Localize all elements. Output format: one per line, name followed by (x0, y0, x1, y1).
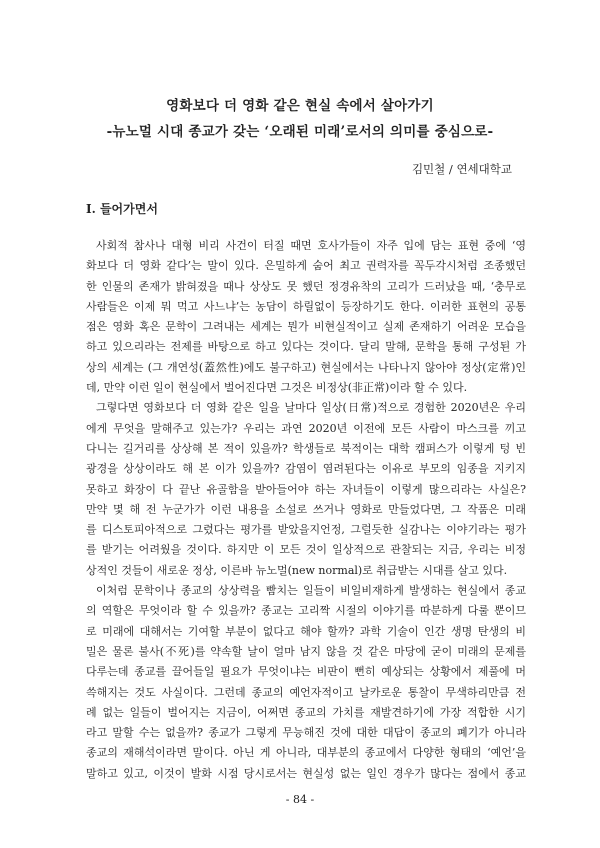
title-subtitle: -뉴노멀 시대 종교가 갖는 ‘오래된 미래’로서의 의미를 중심으로- (106, 124, 494, 140)
text-line: 광경을 상상이라도 해 본 이가 있을까? 감염이 염려된다는 이유로 부모의 임종을 지키지 (86, 462, 526, 476)
text-line: 사람들은 이제 뭐 먹고 사느냐’는 농담이 하릴없이 등장하기도 한다. 이러한 표현의 공통 (86, 299, 526, 313)
text-line: 에게 무엇을 말해주고 있는가? 우리는 과연 2020년 이전에 모든 사람이 마스크를 끼고 (86, 421, 526, 435)
title-main: 영화보다 더 영화 같은 현실 속에서 살아가기 (166, 98, 434, 114)
text-line: 다루는데 종교를 끌어들일 필요가 무엇이냐는 비판이 뻔히 예상되는 상황에서 제풀에 머 (86, 665, 526, 679)
text-line: 밀은 물론 불사(不死)를 약속할 날이 얼마 남지 않을 것 같은 마당에 굳이 미래의 문제를 (86, 644, 526, 658)
page-number: - 84 - (285, 793, 315, 806)
paragraph-1 (86, 236, 526, 398)
body-text (86, 236, 526, 784)
text-line: 종교의 재해석이라면 말이다. 아닌 게 아니라, 대부분의 종교에서 다양한 형태의 ‘예언’을 (86, 746, 526, 760)
text-line: 이처럼 문학이나 종교의 상상력을 빰치는 일들이 비일비재하게 발생하는 현실에서 종교 (96, 584, 526, 598)
text-line: 그렇다면 영화보다 더 영화 같은 일을 날마다 일상(日常)적으로 경험한 2020년은 우리 (96, 401, 526, 415)
text-line: 라고 말할 수는 없을까? 종교가 그렇게 무능해진 것에 대한 대답이 종교의 폐기가 아니라 (86, 726, 526, 740)
text-line: 못하고 화장이 다 끝난 유골함을 받아들어야 하는 자녀들이 이렇게 많으리라는 사실은? (86, 482, 526, 496)
text-line: 를 받기는 어려웠을 것이다. 하지만 이 모든 것이 일상적으로 관찰되는 지금, 우리는 비정 (86, 543, 526, 557)
author-affiliation: 김민철 / 연세대학교 (411, 162, 512, 176)
text-line: 점은 영화 혹은 문학이 그려내는 세계는 뭔가 비현실적이고 실제 존재하기 어려운 모습을 (86, 320, 526, 334)
text-line: 다니는 길거리를 상상해 본 적이 있을까? 학생들로 북적이는 대학 캠퍼스가 이렇게 텅 빈 (86, 441, 526, 455)
text-line: 상의 세계는 (그 개연성(蓋然性)에도 불구하고) 현실에서는 나타나지 않아야 정상(定常)인 (86, 360, 526, 374)
text-line: 의 역할은 무엇이라 할 수 있을까? 종교는 고리짝 시절의 이야기를 따분하게 다룰 뿐이므 (86, 604, 526, 618)
text-line: 를 디스토피아적으로 그렸다는 평가를 받았을지언정, 그럴듯한 실감나는 이야기라는 평가 (86, 523, 526, 537)
text-line: 말하고 있고, 이것이 발화 시점 당시로서는 현실성 없는 일인 경우가 많다는 점에서 종교 (86, 766, 526, 780)
text-line: 로 미래에 대해서는 기여할 부분이 없다고 해야 할까? 과학 기술이 인간 생명 탄생의 비 (86, 624, 526, 638)
text-line: 만약 몇 해 전 누군가가 이런 내용을 소설로 쓰거나 영화로 만들었다면, 그 작품은 미래 (86, 502, 526, 516)
title-block (0, 93, 600, 145)
text-line: 하고 있으리라는 전제를 바탕으로 하고 있다는 것이다. 달리 말해, 문학을 통해 구성된 가 (86, 340, 526, 354)
text-line: 쓱해지는 것도 사실이다. 그런데 종교의 예언자적이고 날카로운 통찰이 무색하리만큼 전 (86, 685, 526, 699)
text-line: 례 없는 일들이 벌어지는 지금이, 어쩌면 종교의 가치를 재발견하기에 가장 적합한 시기 (86, 705, 526, 719)
paragraph-2 (86, 398, 526, 581)
text-line: 상적인 것들이 새로운 정상, 이른바 뉴노멀(new normal)로 취급받는 시대를 살고 있다. (86, 563, 508, 577)
text-line: 데, 만약 이런 일이 현실에서 벌어진다면 그것은 비정상(非正常)이라 할 수 있다. (86, 381, 468, 395)
text-line: 한 인물의 존재가 밝혀졌을 때나 상상도 못 했던 정경유착의 고리가 드러났을 때, ‘충무로 (86, 279, 526, 293)
text-line: 사회적 참사나 대형 비리 사건이 터질 때면 호사가들이 자주 입에 담는 표현 중에 ‘영 (96, 239, 526, 252)
section-heading: I. 들어가면서 (86, 202, 158, 216)
text-line: 화보다 더 영화 같다’는 말이 있다. 은밀하게 숨어 최고 권력자를 꼭두각시처럼 조종했던 (86, 259, 526, 273)
paragraph-3 (86, 581, 526, 784)
